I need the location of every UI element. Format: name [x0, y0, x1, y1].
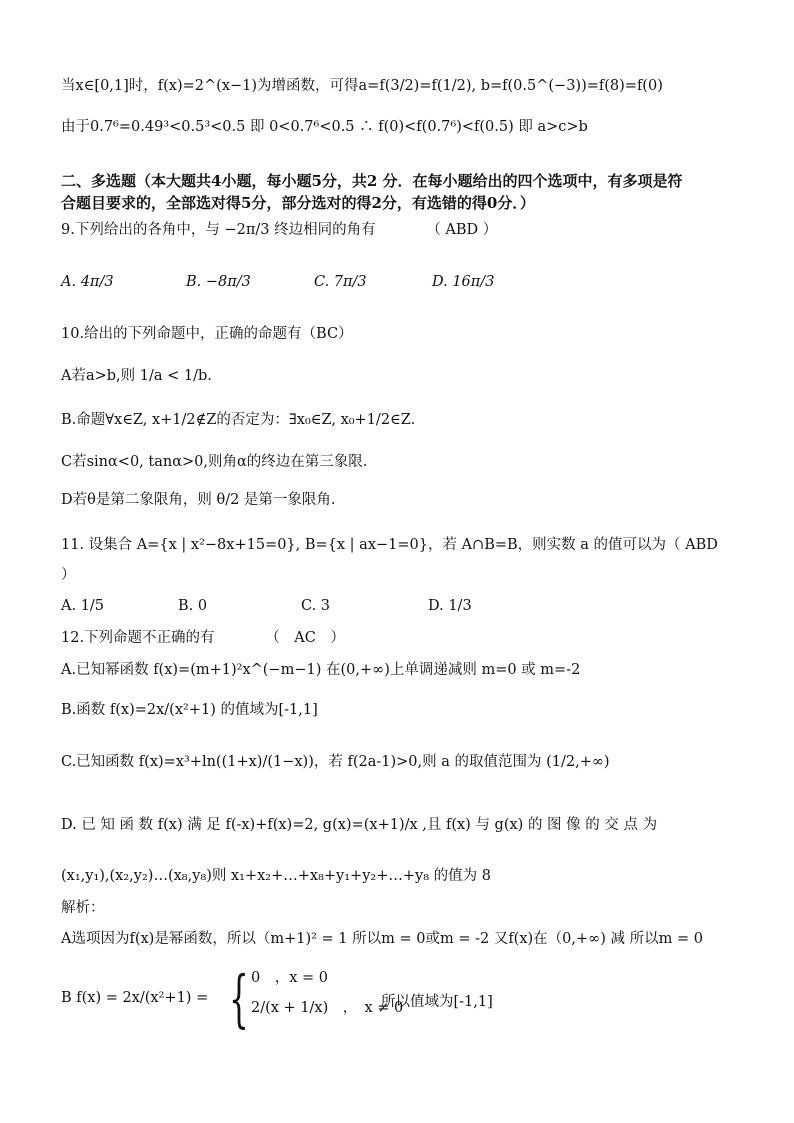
analysis-b-case-1: 0 ，x = 0: [251, 970, 328, 986]
q12-option-c: C.已知函数 f(x)=x³+ln((1+x)/(1−x))，若 f(2a-1)>0,则 a 的取值范围为 (1/2,+∞): [61, 754, 610, 770]
left-brace-icon: {: [229, 962, 249, 1035]
q9-option-c: C. 7π/3: [314, 274, 367, 290]
q11-option-c: C. 3: [301, 598, 331, 614]
q11-option-a: A. 1/5: [61, 598, 105, 614]
q10-option-d: D若θ是第二象限角，则 θ/2 是第一象限角.: [61, 492, 336, 508]
q12-option-a: A.已知幂函数 f(x)=(m+1)²x^(−m−1) 在(0,+∞)上单调递减则 m=0 或 m=-2: [61, 662, 581, 678]
analysis-b-lhs: B f(x) = 2x/(x²+1) =: [61, 990, 209, 1006]
q11-option-b: B. 0: [178, 598, 208, 614]
q9-option-d: D. 16π/3: [432, 274, 495, 290]
question-10: 10.给出的下列命题中，正确的命题有（BC）: [61, 326, 353, 342]
q12-option-b: B.函数 f(x)=2x/(x²+1) 的值域为[-1,1]: [61, 702, 318, 718]
solution-line-1: 当x∈[0,1]时，f(x)=2^(x−1)为增函数，可得a=f(3/2)=f(1/2), b=f(0.5^(−3))=f(8)=f(0): [61, 78, 663, 94]
question-11: 11. 设集合 A={x | x²−8x+15=0}, B={x | ax−1=0}，若 A∩B=B，则实数 a 的值可以为（ ABD: [61, 537, 718, 553]
q10-option-b: B.命题∀x∈Z, x+1/2∉Z的否定为：∃x₀∈Z, x₀+1/2∈Z.: [61, 412, 416, 428]
q10-option-a: A若a>b,则 1/a < 1/b.: [61, 368, 212, 384]
analysis-b-case-2: 2/(x + 1/x) ， x ≠ 0: [251, 1000, 404, 1016]
question-12: 12.下列命题不正确的有 （ AC ）: [61, 630, 345, 646]
q12-option-d: D. 已 知 函 数 f(x) 满 足 f(-x)+f(x)=2, g(x)=(x+1)/x ,且 f(x) 与 g(x) 的 图 像 的 交 点 为: [61, 817, 658, 833]
analysis-b-tail: 所以值域为[-1,1]: [381, 994, 493, 1010]
analysis-b: [61, 962, 661, 1042]
q10-option-c: C若sinα<0, tanα>0,则角α的终边在第三象限.: [61, 454, 368, 470]
section-heading-line-2: 合题目要求的，全部选对得5分，部分选对的得2分，有选错的得0分．）: [61, 194, 535, 212]
q9-option-b: B. −8π/3: [186, 274, 251, 290]
q9-option-a: A. 4π/3: [61, 274, 114, 290]
section-heading-line-1: 二、多选题（本大题共4小题，每小题5分，共2 分．在每小题给出的四个选项中，有多项是符: [61, 172, 683, 190]
question-9: 9.下列给出的各角中，与 −2π/3 终边相同的角有 （ ABD ）: [61, 222, 498, 238]
q11-option-d: D. 1/3: [428, 598, 472, 614]
question-11-cont: ）: [61, 567, 76, 583]
solution-line-2: 由于0.7⁶=0.49³<0.5³<0.5 即 0<0.7⁶<0.5 ∴ f(0)<f(0.7⁶)<f(0.5) 即 a>c>b: [61, 119, 588, 135]
analysis-label: 解析：: [61, 900, 105, 916]
q12-option-d-cont: (x₁,y₁),(x₂,y₂)…(x₈,y₈)则 x₁+x₂+…+x₈+y₁+y₂+…+y₈ 的值为 8: [61, 868, 491, 884]
analysis-a: A选项因为f(x)是幂函数，所以（m+1)² = 1 所以m = 0或m = -2 又f(x)在（0,+∞) 减 所以m = 0: [61, 931, 703, 947]
